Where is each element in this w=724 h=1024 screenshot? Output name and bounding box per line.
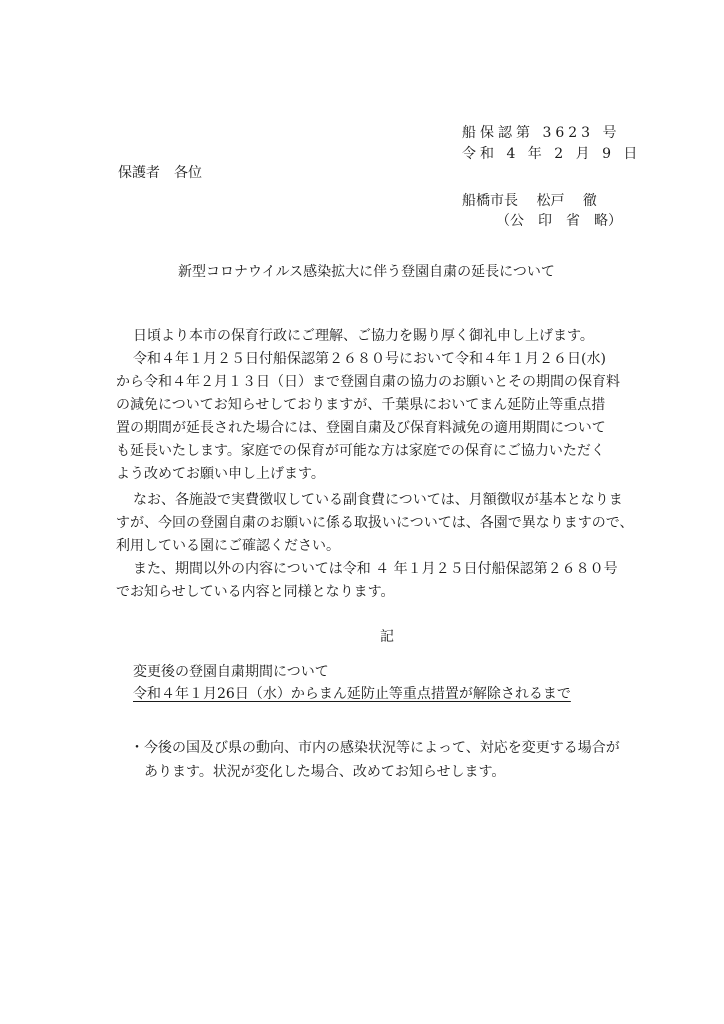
document-date: 令和 4 年 2 月 9 日: [462, 146, 642, 162]
body-line: 置の期間が延長された場合には、登園自粛及び保育料減免の適用期間について: [116, 420, 606, 436]
ki-heading: 記: [380, 629, 394, 645]
body-line: から令和４年２月１３日（日）まで登園自粛の協力のお願いとその期間の保育料: [116, 374, 620, 390]
body-line: また、期間以外の内容については令和 ４ 年１月２５日付船保認第２６８０号: [133, 561, 618, 577]
period-value: 令和４年１月26日（水）からまん延防止等重点措置が解除されるまで: [133, 686, 571, 702]
body-line: なお、各施設で実費徴収している副食費については、月額徴収が基本となりま: [133, 492, 623, 508]
period-label: 変更後の登園自粛期間について: [133, 664, 329, 680]
body-line: の減免についてお知らせしておりますが、千葉県においてまん延防止等重点措: [116, 397, 606, 413]
body-line: 令和４年１月２５日付船保認第２６８０号において令和４年１月２６日(水): [133, 351, 606, 367]
body-line: よう改めてお願い申し上げます。: [116, 466, 325, 482]
recipient: 保護者 各位: [118, 165, 202, 181]
body-line: でお知らせしている内容と同様となります。: [116, 584, 395, 600]
note-line: あります。状況が変化した場合、改めてお知らせします。: [130, 764, 506, 780]
body-line: 利用している園にご確認ください。: [116, 538, 340, 554]
document-number: 船保認第 3623 号: [462, 125, 621, 141]
document-title: 新型コロナウイルス感染拡大に伴う登園自粛の延長について: [178, 264, 555, 280]
body-line: すが、今回の登園自粛のお願いに係る取扱いについては、各園で異なりますので、: [116, 515, 634, 531]
body-line: 日頃より本市の保育行政にご理解、ご協力を賜り厚く御礼申し上げます。: [133, 328, 594, 344]
sender: 船橋市長 松戸 徹: [462, 193, 597, 209]
note-line: ・今後の国及び県の動向、市内の感染状況等によって、対応を変更する場合が: [130, 740, 620, 756]
seal-omitted-note: （公 印 省 略）: [496, 213, 622, 229]
body-line: も延長いたします。家庭での保育が可能な方は家庭での保育にご協力いただく: [116, 443, 605, 459]
